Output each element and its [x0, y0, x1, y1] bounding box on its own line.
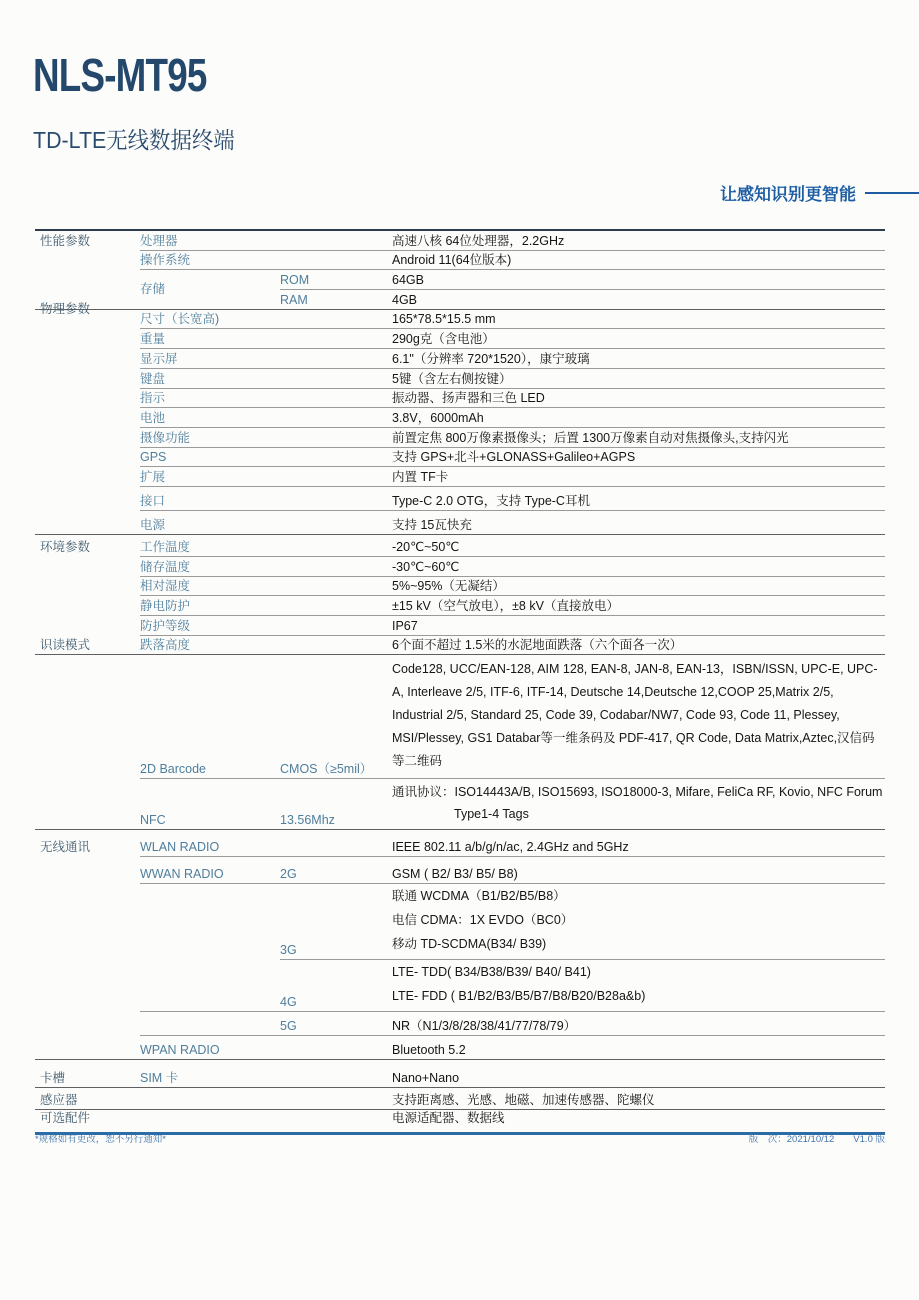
sub-label: RAM — [280, 292, 308, 307]
sub-label: 4G — [280, 995, 297, 1010]
attr-value: 振动器、扬声器和三色 LED — [392, 391, 545, 406]
table-row — [35, 428, 885, 448]
section-label: 性能参数 — [40, 233, 91, 248]
attr-value: IEEE 802.11 a/b/g/n/ac, 2.4GHz and 5GHz — [392, 840, 629, 855]
table-row — [35, 511, 885, 535]
table-row — [35, 349, 885, 369]
attr-label: 防护等级 — [140, 618, 191, 633]
attr-value: 6个面不超过 1.5米的水泥地面跌落（六个面各一次） — [392, 638, 683, 653]
brand-tagline-row — [0, 180, 919, 205]
attr-value: Bluetooth 5.2 — [392, 1043, 466, 1058]
table-row — [35, 290, 885, 316]
attr-value: Android 11(64位版本) — [392, 253, 512, 268]
attr-label: 操作系统 — [140, 253, 191, 268]
table-row — [35, 408, 885, 428]
section-label: 识读模式 — [40, 638, 91, 653]
attr-label: NFC — [140, 813, 166, 828]
table-row — [35, 960, 885, 1012]
attr-value: -30℃~60℃ — [392, 559, 460, 574]
table-row — [35, 616, 885, 636]
attr-value: 支持 GPS+北斗+GLONASS+Galileo+AGPS — [392, 450, 636, 465]
attr-label: GPS — [140, 450, 167, 465]
spec-table — [35, 229, 885, 1135]
table-row — [35, 251, 885, 271]
attr-label: 跌落高度 — [140, 638, 191, 653]
section-label: 卡槽 — [40, 1071, 66, 1086]
table-row — [35, 310, 885, 330]
sub-label: 2G — [280, 867, 297, 882]
page-footer — [35, 1131, 885, 1145]
attr-value: 通讯协议：ISO14443A/B, ISO15693, ISO18000-3, Mifare, FeliCa RF, Kovio, NFC Forum Type1-4 Tags — [392, 785, 883, 822]
table-row — [35, 270, 885, 297]
attr-value: -20℃~50℃ — [392, 539, 460, 554]
table-row — [35, 1036, 885, 1060]
attr-label: WPAN RADIO — [140, 1043, 220, 1058]
attr-value: 3.8V，6000mAh — [392, 410, 484, 425]
table-row — [35, 1060, 885, 1088]
attr-label: 2D Barcode — [140, 762, 207, 777]
attr-value: 支持距离感、光感、地磁、加速传感器、陀螺仪 — [392, 1093, 655, 1108]
attr-value: ±15 kV（空气放电），±8 kV（直接放电） — [392, 599, 619, 613]
attr-label: 尺寸（长宽高) — [140, 312, 220, 327]
attr-value: GSM ( B2/ B3/ B5/ B8) — [392, 867, 518, 882]
sub-label: 5G — [280, 1019, 297, 1034]
attr-label: 电池 — [140, 410, 166, 425]
table-row — [35, 1088, 885, 1110]
attr-label: WLAN RADIO — [140, 840, 220, 855]
tagline-rule — [865, 192, 919, 194]
value-line: 联通 WCDMA（B1/B2/B5/B8） — [392, 889, 566, 904]
attr-value: 电源适配器、数据线 — [392, 1111, 505, 1126]
section-label: 无线通讯 — [40, 840, 91, 855]
attr-value: 6.1"（分辨率 720*1520），康宁玻璃 — [392, 351, 590, 366]
value-line: LTE- TDD( B34/B38/B39/ B40/ B41) — [392, 965, 591, 980]
table-row — [35, 857, 885, 884]
table-row — [35, 369, 885, 389]
attr-value: 290g克（含电池） — [392, 332, 495, 347]
attr-label: WWAN RADIO — [140, 867, 224, 882]
attr-label: 静电防护 — [140, 599, 191, 613]
table-row — [35, 577, 885, 597]
table-row — [35, 884, 885, 960]
attr-label: 接口 — [140, 493, 166, 508]
value-line: 移动 TD-SCDMA(B34/ B39) — [392, 937, 547, 952]
attr-value: 4GB — [392, 292, 418, 307]
footer-disclaimer: *规格如有更改，恕不另行通知* — [35, 1134, 166, 1145]
table-row — [35, 1110, 885, 1128]
attr-label: 扩展 — [140, 469, 166, 484]
section-label: 感应器 — [40, 1093, 78, 1108]
product-title: NLS-MT95 — [33, 49, 207, 101]
table-row — [35, 487, 885, 511]
table-row — [35, 557, 885, 577]
attr-label: 显示屏 — [140, 351, 178, 366]
attr-label: 键盘 — [140, 371, 166, 386]
attr-label: 电源 — [140, 517, 166, 532]
table-row — [35, 467, 885, 487]
attr-label: 存储 — [140, 282, 166, 297]
attr-value: 内置 TF卡 — [392, 469, 449, 484]
attr-value: 5%~95%（无凝结） — [392, 579, 505, 594]
sub-label: ROM — [280, 273, 310, 288]
table-row — [35, 231, 885, 251]
attr-value: NR（N1/3/8/28/38/41/77/78/79） — [392, 1019, 577, 1034]
section-label: 物理参数 — [40, 301, 91, 316]
sub-label: 3G — [280, 943, 297, 958]
product-subtitle: TD-LTE无线数据终端 — [33, 127, 235, 153]
attr-label: 重量 — [140, 332, 166, 347]
attr-value — [392, 884, 885, 960]
attr-value: 165*78.5*15.5 mm — [392, 312, 496, 327]
table-row — [35, 830, 885, 857]
attr-label: SIM 卡 — [140, 1071, 179, 1086]
attr-value: 支持 15瓦快充 — [392, 517, 472, 532]
brand-tagline: 让感知识别更智能 — [720, 185, 856, 204]
attr-value: 高速八核 64位处理器，2.2GHz — [392, 233, 565, 248]
attr-label: 摄像功能 — [140, 430, 191, 445]
attr-label: 储存温度 — [140, 559, 191, 574]
attr-label: 处理器 — [140, 233, 178, 248]
attr-label: 工作温度 — [140, 539, 191, 554]
section-label: 可选配件 — [40, 1111, 91, 1126]
attr-value: Code128, UCC/EAN-128, AIM 128, EAN-8, JAN-8, EAN-13，ISBN/ISSN, UPC-E, UPC-A, Interleave 2/5, ITF-6, ITF-14, Deutsche 14,Deutsche 12,COOP 25,Matrix 2/5, Industrial 2/5, Standard 25, Code 39, Codabar/NW7, Code 93, Code 11, Plessey, MSI/Plessey, GS1 Databar等一维条码及 PDF-417, QR Code, Data Matrix,Aztec,汉信码等二维码 — [392, 662, 878, 769]
table-row — [35, 779, 885, 830]
table-row — [35, 329, 885, 349]
attr-value: 5键（含左右侧按键） — [392, 371, 512, 386]
attr-value — [392, 960, 885, 1012]
table-row — [35, 535, 885, 557]
attr-value: 64GB — [392, 273, 424, 288]
attr-value: Type-C 2.0 OTG，支持 Type-C耳机 — [392, 493, 590, 508]
table-row — [35, 636, 885, 656]
footer-version: 版 次：2021/10/12 V1.0 版 — [748, 1134, 885, 1145]
sub-label: 13.56Mhz — [280, 813, 335, 828]
table-row — [35, 1012, 885, 1036]
sub-label: CMOS（≥5mil） — [280, 762, 373, 777]
value-line: LTE- FDD ( B1/B2/B3/B5/B7/B8/B20/B28a&b) — [392, 989, 646, 1004]
attr-value: IP67 — [392, 618, 418, 633]
table-row — [35, 389, 885, 409]
attr-label: 指示 — [140, 391, 166, 406]
value-line: 电信 CDMA：1X EVDO（BC0） — [392, 913, 574, 928]
attr-value: 前置定焦 800万像素摄像头；后置 1300万像素自动对焦摄像头,支持闪光 — [392, 430, 789, 445]
section-label: 环境参数 — [40, 539, 91, 554]
table-row — [35, 655, 885, 779]
table-row — [35, 448, 885, 468]
attr-value: Nano+Nano — [392, 1071, 460, 1086]
table-row — [35, 596, 885, 616]
attr-label: 相对湿度 — [140, 579, 191, 594]
